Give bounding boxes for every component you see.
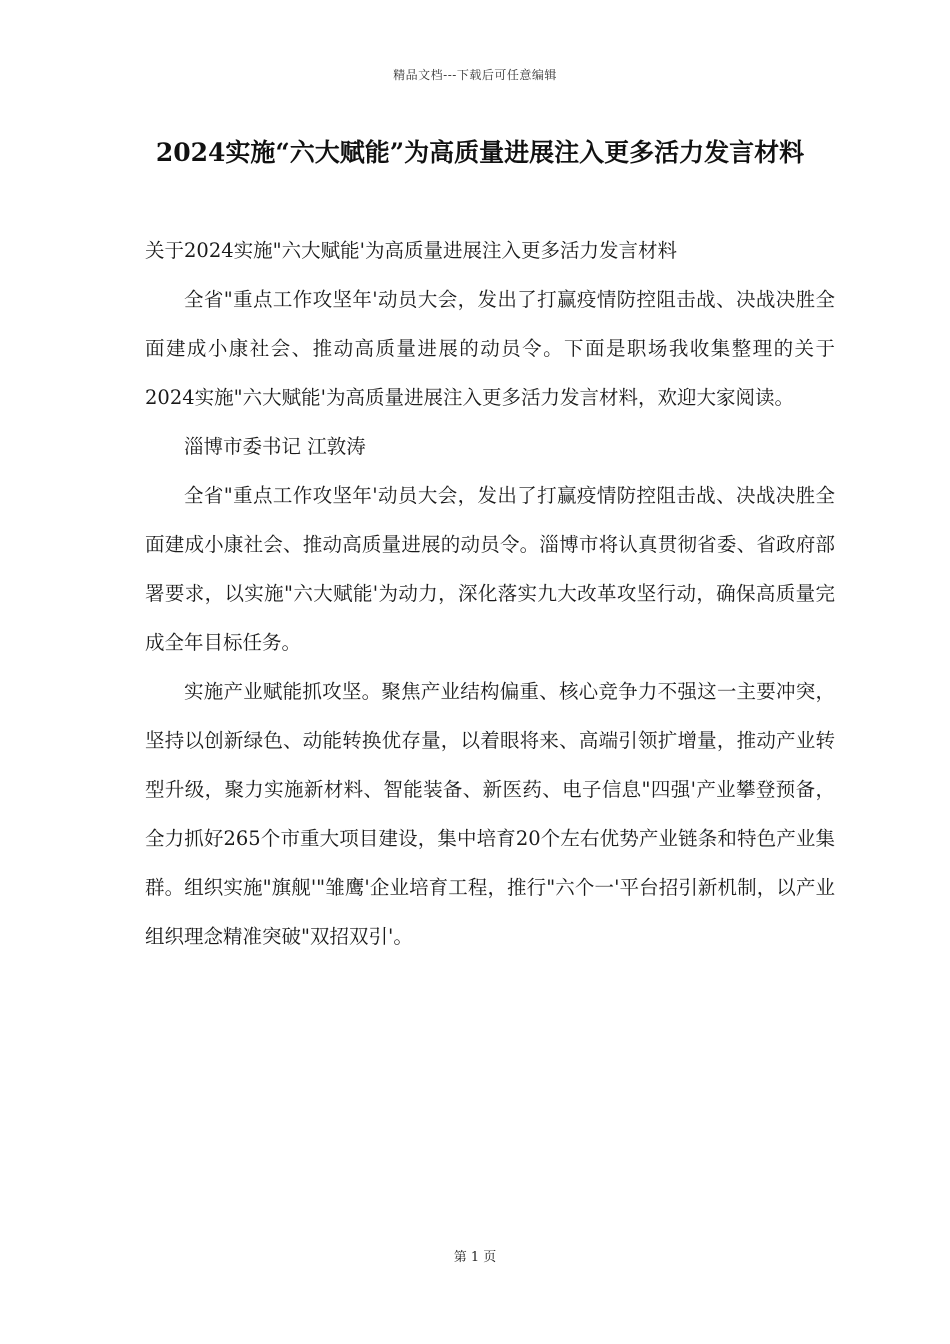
paragraph-author: 淄博市委书记 江敦涛 [184, 435, 366, 458]
paragraph-body-1: 全省"重点工作攻坚年'动员大会，发出了打赢疫情防控阻击战、决战决胜全面建成小康社会、推动高质量进展的动员令。淄博市将认真贯彻省委、省政府部署要求，以实施"六大赋能'为动力，深化落实九大改革攻坚行动，确保高质量完成全年目标任务。 [145, 484, 835, 654]
header-note: 精品文档---下载后可任意编辑 [393, 68, 557, 82]
document-body [145, 226, 835, 961]
paragraph-subtitle: 关于2024实施"六大赋能'为高质量进展注入更多活力发言材料 [145, 239, 677, 262]
page-number: 第 1 页 [453, 1250, 497, 1265]
document-title: 2024实施“六大赋能”为高质量进展注入更多活力发言材料 [155, 138, 805, 167]
paragraph-body-2: 实施产业赋能抓攻坚。聚焦产业结构偏重、核心竞争力不强这一主要冲突，坚持以创新绿色、动能转换优存量，以着眼将来、高端引领扩增量，推动产业转型升级，聚力实施新材料、智能装备、新医药、电子信息"四强'产业攀登预备，全力抓好265个市重大项目建设，集中培育20个左右优势产业链条和特色产业集群。组织实施"旗舰'"雏鹰'企业培育工程，推行"六个一'平台招引新机制，以产业组织理念精准突破"双招双引'。 [145, 680, 835, 948]
paragraph-intro: 全省"重点工作攻坚年'动员大会，发出了打赢疫情防控阻击战、决战决胜全面建成小康社会、推动高质量进展的动员令。下面是职场我收集整理的关于2024实施"六大赋能'为高质量进展注入更多活力发言材料，欢迎大家阅读。 [145, 288, 835, 409]
